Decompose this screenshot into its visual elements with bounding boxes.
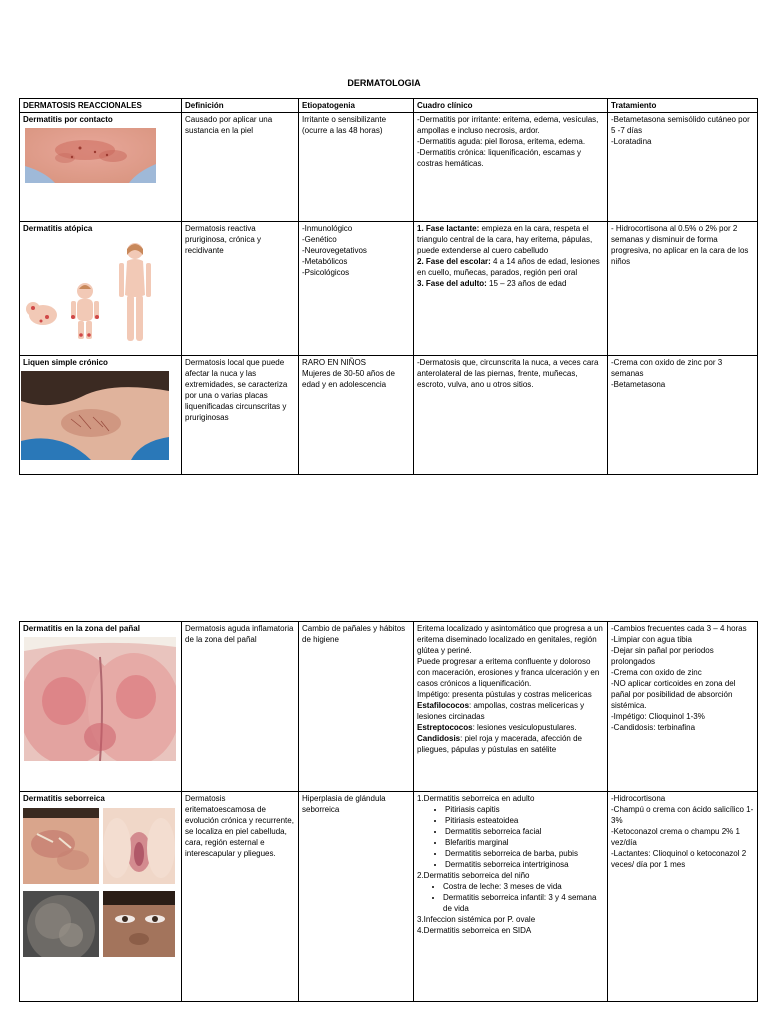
lichen-simplex-photo	[21, 371, 169, 460]
table-row	[20, 222, 758, 356]
table-row	[20, 356, 758, 475]
list-item: • Dermatitis seborreica intertriginosa	[445, 859, 604, 870]
etiology-cell: Irritante o sensibilizante (ocurre a las 48 horas)	[299, 113, 414, 222]
list-item: • Dermatitis seborreica infantil: 3 y 4 semana de vida	[443, 892, 604, 914]
atopic-dermatitis-illustration	[23, 237, 155, 347]
clinical-cell: 1. Fase lactante: empieza en la cara, respeta el triangulo central de la cara, hay eritema, pápulas, puede extenderse al cuero cabelludo 2. Fase del escolar: 4 a 14 años de edad, lesiones en cuello, muñecas, parados, región peri oral 3. Fase del adulto: 15 – 23 años de edad	[414, 222, 608, 356]
clinical-cell: Eritema localizado y asintomático que progresa a un eritema diseminado localizado en genitales, región glútea y periné. Puede progresar a eritema confluente y doloroso con maceración, erosiones y franca ulceración y en casos crónicos a liquenificación. Impétigo: presenta pústulas y costras melicericas Estafilococos: ampollas, costras melicericas y lesiones circinadas Estreptococos: lesiones vesiculopustulares. Candidosis: piel roja y macerada, afección de pliegues, pápulas y pústulas en satélite	[414, 622, 608, 792]
row-name: Liquen simple crónico	[23, 358, 108, 367]
row-name-cell	[20, 222, 182, 356]
etiology-cell: Hiperplasia de glándula seborreica	[299, 792, 414, 1002]
header-dermatosis: DERMATOSIS REACCIONALES	[20, 99, 182, 113]
list-item: • Dermatitis seborreica facial	[445, 826, 604, 837]
definition-cell: Dermatosis aguda inflamatoria de la zona del pañal	[182, 622, 299, 792]
etiology-cell: RARO EN NIÑOS Mujeres de 30-50 años de edad y en adolescencia	[299, 356, 414, 475]
definition-cell: Causado por aplicar una sustancia en la piel	[182, 113, 299, 222]
row-name-cell	[20, 356, 182, 475]
seborrheic-photo-fold	[103, 808, 175, 887]
table-row	[20, 622, 758, 792]
etiology-cell: -Inmunológico -Genético -Neurovegetativos -Metabólicos -Psicológicos	[299, 222, 414, 356]
document-title: DERMATOLOGIA	[347, 78, 421, 88]
seborrheic-photos	[23, 808, 178, 960]
seborrheic-photo-adult-face	[103, 891, 175, 960]
definition-cell: Dermatosis eritematoescamosa de evolución crónica y recurrente, se localiza en piel cabelluda, cara, región esternal e interescapular y pliegues.	[182, 792, 299, 1002]
definition-cell: Dermatosis local que puede afectar la nuca y las extremidades, se caracteriza por una o varias placas liquenificadas circunscritas y pruriginosas	[182, 356, 299, 475]
header-etiology: Etiopatogenia	[299, 99, 414, 113]
list-item: • Pitiriasis capitis	[445, 804, 604, 815]
list-item: • Dermatitis seborreica de barba, pubis	[445, 848, 604, 859]
row-name-cell	[20, 792, 182, 1002]
row-name: Dermatitis seborreica	[23, 794, 105, 803]
row-name: Dermatitis en la zona del pañal	[23, 624, 140, 633]
header-treatment: Tratamiento	[608, 99, 758, 113]
clinical-cell: -Dermatitis por irritante: eritema, edema, vesículas, ampollas e incluso necrosis, ardor. -Dermatitis aguda: piel llorosa, eritema, edema. -Dermatitis crónica: liquenificación, escamas y costras hemáticas.	[414, 113, 608, 222]
treatment-cell: - Hidrocortisona al 0.5% o 2% por 2 semanas y disminuir de forma progresiva, no aplicar en la cara de los niños	[608, 222, 758, 356]
seborrheic-adult-list	[417, 804, 604, 870]
header-clinical: Cuadro clínico	[414, 99, 608, 113]
diaper-dermatitis-photo	[24, 637, 176, 761]
seborrheic-child-list	[417, 881, 604, 914]
list-item: • Pitiriasis esteatoidea	[445, 815, 604, 826]
table-row	[20, 792, 758, 1002]
row-name-cell	[20, 622, 182, 792]
list-item: • Blefaritis marginal	[445, 837, 604, 848]
clinical-cell: -Dermatosis que, circunscrita la nuca, a veces cara anterolateral de las piernas, frente, muñecas, escroto, vulva, ano u otros sitios.	[414, 356, 608, 475]
treatment-cell: -Crema con oxido de zinc por 3 semanas -Betametasona	[608, 356, 758, 475]
contact-dermatitis-photo	[25, 128, 156, 183]
row-name-cell	[20, 113, 182, 222]
etiology-cell: Cambio de pañales y hábitos de higiene	[299, 622, 414, 792]
definition-cell: Dermatosis reactiva pruriginosa, crónica y recidivante	[182, 222, 299, 356]
treatment-cell: -Cambios frecuentes cada 3 – 4 horas -Limpiar con agua tibia -Dejar sin pañal por periodos prolongados -Crema con oxido de zinc -NO aplicar corticoides en zona del pañal por posibilidad de absorción sistémica. -Impétigo: Clioquinol 1-3% -Candidosis: terbinafina	[608, 622, 758, 792]
clinical-cell: 1.Dermatitis seborreica en adulto • Pitiriasis capitis • Pitiriasis esteatoidea • Dermatitis seborreica facial • Blefaritis marginal • Dermatitis seborreica de barba, pubis • Dermatitis seborreica intertriginosa 2.Dermatitis seborreica del niño • Costra de leche: 3 meses de vida • Dermatitis seborreica infantil: 3 y 4 semana de vida 3.Infeccion sistémica por P. ovale 4.Dermatitis seborreica en SIDA	[414, 792, 608, 1002]
seborrheic-photo-face	[23, 808, 99, 887]
treatment-cell: -Betametasona semisólido cutáneo por 5 -7 días -Loratadina	[608, 113, 758, 222]
table-header-row	[20, 99, 758, 113]
row-name: Dermatitis atópica	[23, 224, 93, 233]
treatment-cell: -Hidrocortisona -Champú o crema con ácido salicílico 1-3% -Ketoconazol crema o champu 2% 1 vez/día -Lactantes: Clioquinol o ketoconazol 2 veces/ día por 1 mes	[608, 792, 758, 1002]
list-item: • Costra de leche: 3 meses de vida	[443, 881, 604, 892]
seborrheic-photo-scalp	[23, 891, 99, 960]
row-name: Dermatitis por contacto	[23, 115, 113, 124]
header-definition: Definición	[182, 99, 299, 113]
table-reactive-dermatoses-continued	[19, 621, 758, 1002]
table-reactive-dermatoses	[19, 98, 758, 475]
table-row	[20, 113, 758, 222]
